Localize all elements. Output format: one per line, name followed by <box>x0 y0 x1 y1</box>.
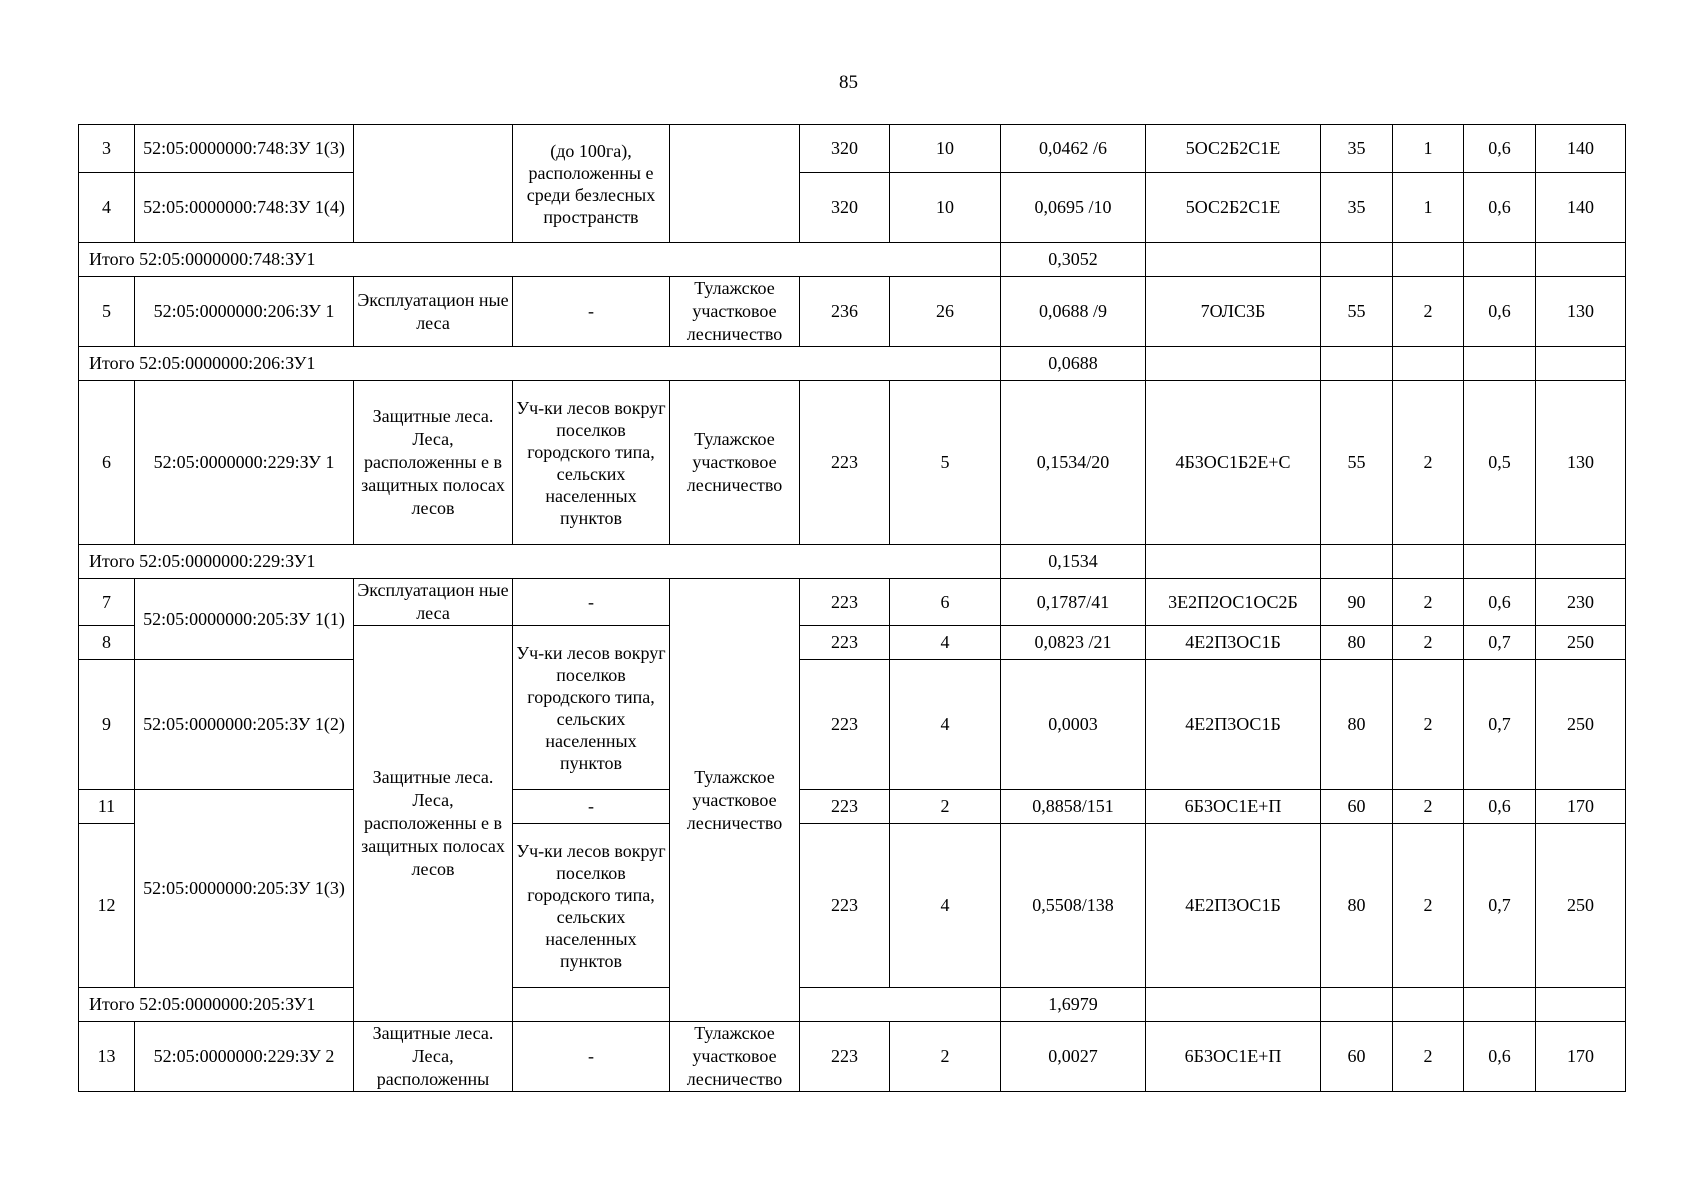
page-number: 85 <box>839 72 858 93</box>
age: 55 <box>1321 381 1393 545</box>
composition: 4Е2П3ОС1Б <box>1146 660 1321 790</box>
table-row <box>79 125 1626 173</box>
row-number: 9 <box>79 660 135 790</box>
bonitet: 2 <box>1393 277 1464 347</box>
special-protection: - <box>513 277 670 347</box>
total-label: Итого 52:05:0000000:206:ЗУ1 <box>79 347 1001 381</box>
composition: 7ОЛС3Б <box>1146 277 1321 347</box>
area: 0,5508/138 <box>1001 824 1146 988</box>
forestry: Тулажское участковое лесничество <box>670 277 800 347</box>
quarter: 223 <box>800 790 890 824</box>
stock: 130 <box>1536 277 1626 347</box>
total-row <box>79 988 1626 1022</box>
table-row <box>79 660 1626 790</box>
vydel: 26 <box>890 277 1001 347</box>
composition: 4Е2П3ОС1Б <box>1146 626 1321 660</box>
total-label: Итого 52:05:0000000:229:ЗУ1 <box>79 545 1001 579</box>
table-row <box>79 381 1626 545</box>
table-row <box>79 790 1626 824</box>
total-label: Итого 52:05:0000000:205:ЗУ1 <box>79 988 1001 1022</box>
bonitet: 2 <box>1393 626 1464 660</box>
total-row <box>79 545 1626 579</box>
area: 0,1534/20 <box>1001 381 1146 545</box>
density: 0,7 <box>1464 660 1536 790</box>
quarter: 223 <box>800 626 890 660</box>
composition: 5ОС2Б2С1Е <box>1146 173 1321 243</box>
bonitet: 2 <box>1393 790 1464 824</box>
area: 0,0695 /10 <box>1001 173 1146 243</box>
composition: 6Б3ОС1Е+П <box>1146 790 1321 824</box>
stock: 140 <box>1536 125 1626 173</box>
quarter: 236 <box>800 277 890 347</box>
vydel: 2 <box>890 1022 1001 1092</box>
quarter: 223 <box>800 1022 890 1092</box>
table-row <box>79 173 1626 243</box>
row-number: 13 <box>79 1022 135 1092</box>
vydel: 4 <box>890 660 1001 790</box>
age: 60 <box>1321 1022 1393 1092</box>
age: 35 <box>1321 173 1393 243</box>
total-area: 0,3052 <box>1001 243 1146 277</box>
vydel: 4 <box>890 626 1001 660</box>
row-number: 3 <box>79 125 135 173</box>
bonitet: 2 <box>1393 579 1464 626</box>
table-row <box>79 579 1626 626</box>
density: 0,5 <box>1464 381 1536 545</box>
row-number: 7 <box>79 579 135 626</box>
stock: 170 <box>1536 1022 1626 1092</box>
forest-category: Защитные леса. Леса, расположенны е в защитных полосах лесов <box>354 626 513 1022</box>
table-row <box>79 1022 1626 1092</box>
special-protection: Уч-ки лесов вокруг поселков городского типа, сельских населенных пунктов <box>513 626 670 790</box>
forestry: Тулажское участковое лесничество <box>670 381 800 545</box>
quarter: 320 <box>800 173 890 243</box>
composition: 4Е2П3ОС1Б <box>1146 824 1321 988</box>
age: 35 <box>1321 125 1393 173</box>
quarter: 223 <box>800 660 890 790</box>
stock: 140 <box>1536 173 1626 243</box>
cadastral-number: 52:05:0000000:229:ЗУ 1 <box>135 381 354 545</box>
row-number: 5 <box>79 277 135 347</box>
density: 0,6 <box>1464 125 1536 173</box>
forestry: Тулажское участковое лесничество <box>670 579 800 1022</box>
area: 0,0003 <box>1001 660 1146 790</box>
forestry: Тулажское участковое лесничество <box>670 1022 800 1092</box>
special-protection: Уч-ки лесов вокруг поселков городского типа, сельских населенных пунктов <box>513 824 670 988</box>
total-label: Итого 52:05:0000000:748:ЗУ1 <box>79 243 1001 277</box>
special-protection: - <box>513 1022 670 1092</box>
special-protection: Уч-ки лесов вокруг поселков городского типа, сельских населенных пунктов <box>513 381 670 545</box>
area: 0,0462 /6 <box>1001 125 1146 173</box>
forestry-cell <box>670 125 800 243</box>
area: 0,0823 /21 <box>1001 626 1146 660</box>
vydel: 10 <box>890 125 1001 173</box>
forest-category: Защитные леса. Леса, расположенны е в защитных полосах лесов <box>354 381 513 545</box>
special-protection-cell: (до 100га), расположенны е среди безлесных пространств <box>513 125 670 243</box>
density: 0,6 <box>1464 790 1536 824</box>
bonitet: 2 <box>1393 660 1464 790</box>
density: 0,6 <box>1464 579 1536 626</box>
density: 0,7 <box>1464 824 1536 988</box>
row-number: 4 <box>79 173 135 243</box>
age: 90 <box>1321 579 1393 626</box>
forest-category: Эксплуатацион ные леса <box>354 277 513 347</box>
vydel: 10 <box>890 173 1001 243</box>
forest-plots-table <box>78 124 1626 1092</box>
cadastral-number: 52:05:0000000:229:ЗУ 2 <box>135 1022 354 1092</box>
bonitet: 1 <box>1393 125 1464 173</box>
vydel: 6 <box>890 579 1001 626</box>
bonitet: 2 <box>1393 1022 1464 1092</box>
cadastral-number: 52:05:0000000:748:ЗУ 1(4) <box>135 173 354 243</box>
quarter: 320 <box>800 125 890 173</box>
stock: 170 <box>1536 790 1626 824</box>
total-area: 0,0688 <box>1001 347 1146 381</box>
cadastral-number: 52:05:0000000:205:ЗУ 1(3) <box>135 790 354 988</box>
forest-category: Защитные леса. Леса, расположенны <box>354 1022 513 1092</box>
stock: 250 <box>1536 660 1626 790</box>
row-number: 12 <box>79 824 135 988</box>
area: 0,8858/151 <box>1001 790 1146 824</box>
table-row <box>79 277 1626 347</box>
total-row <box>79 347 1626 381</box>
area: 0,1787/41 <box>1001 579 1146 626</box>
cadastral-number: 52:05:0000000:205:ЗУ 1(2) <box>135 660 354 790</box>
composition: 4Б3ОС1Б2Е+С <box>1146 381 1321 545</box>
composition: 6Б3ОС1Е+П <box>1146 1022 1321 1092</box>
row-number: 6 <box>79 381 135 545</box>
age: 80 <box>1321 626 1393 660</box>
quarter: 223 <box>800 381 890 545</box>
density: 0,6 <box>1464 277 1536 347</box>
area: 0,0027 <box>1001 1022 1146 1092</box>
bonitet: 2 <box>1393 824 1464 988</box>
composition: 5ОС2Б2С1Е <box>1146 125 1321 173</box>
age: 55 <box>1321 277 1393 347</box>
stock: 250 <box>1536 626 1626 660</box>
quarter: 223 <box>800 579 890 626</box>
area: 0,0688 /9 <box>1001 277 1146 347</box>
composition: 3Е2П2ОС1ОС2Б <box>1146 579 1321 626</box>
row-number: 11 <box>79 790 135 824</box>
stock: 250 <box>1536 824 1626 988</box>
row-number: 8 <box>79 626 135 660</box>
density: 0,6 <box>1464 173 1536 243</box>
cadastral-number: 52:05:0000000:748:ЗУ 1(3) <box>135 125 354 173</box>
age: 80 <box>1321 824 1393 988</box>
density: 0,6 <box>1464 1022 1536 1092</box>
total-area: 1,6979 <box>1001 988 1146 1022</box>
vydel: 2 <box>890 790 1001 824</box>
total-area: 0,1534 <box>1001 545 1146 579</box>
age: 60 <box>1321 790 1393 824</box>
vydel: 4 <box>890 824 1001 988</box>
total-row <box>79 243 1626 277</box>
special-protection: - <box>513 579 670 626</box>
bonitet: 2 <box>1393 381 1464 545</box>
cadastral-number: 52:05:0000000:205:ЗУ 1(1) <box>135 579 354 660</box>
stock: 130 <box>1536 381 1626 545</box>
bonitet: 1 <box>1393 173 1464 243</box>
age: 80 <box>1321 660 1393 790</box>
stock: 230 <box>1536 579 1626 626</box>
special-protection: - <box>513 790 670 824</box>
cadastral-number: 52:05:0000000:206:ЗУ 1 <box>135 277 354 347</box>
vydel: 5 <box>890 381 1001 545</box>
density: 0,7 <box>1464 626 1536 660</box>
forest-category: Эксплуатацион ные леса <box>354 579 513 626</box>
quarter: 223 <box>800 824 890 988</box>
forest-category-cell <box>354 125 513 243</box>
